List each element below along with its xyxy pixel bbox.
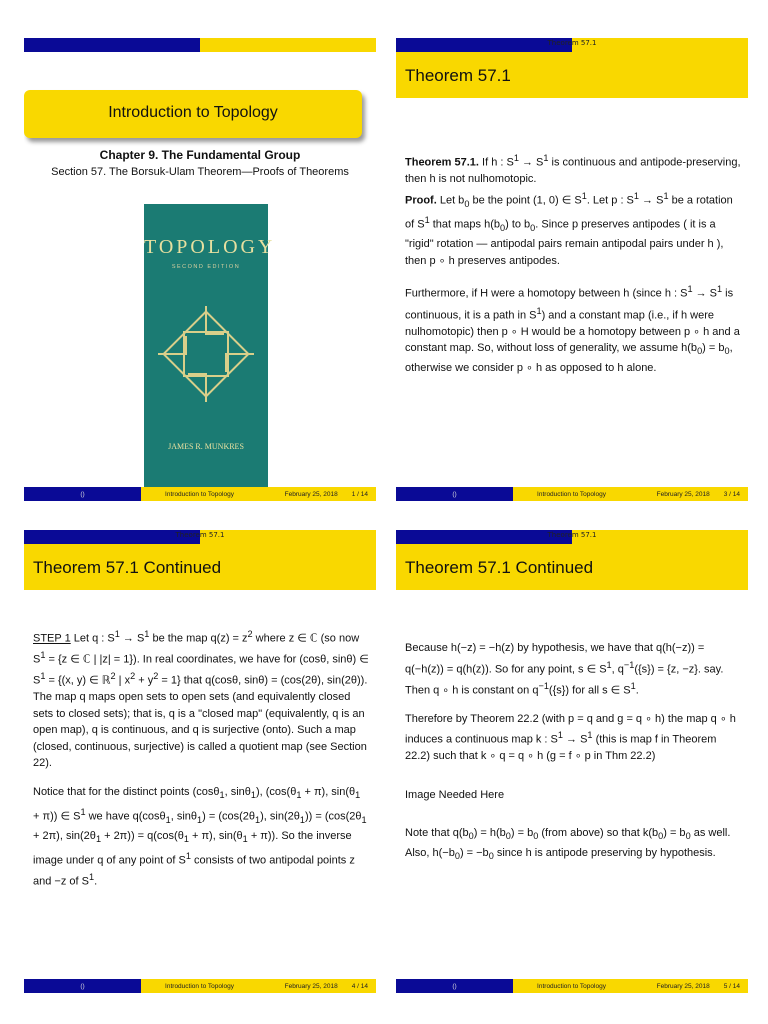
cover-knot-icon [144,284,268,424]
frame-title-bar [24,544,376,590]
footer-meta [630,487,748,501]
footer-meta [258,487,376,501]
cover-author: JAMES R. MUNKRES [168,442,244,451]
slide-top-bar [396,38,748,52]
slide-body [405,150,741,388]
slide-footer [24,979,376,993]
frame-title: Theorem 57.1 Continued [33,558,222,577]
slide-theorem-57-1-continued-a [24,530,376,993]
footer-title: Introduction to Topology [141,979,258,993]
body-paragraph: Because h(−z) = −h(z) by hypothesis, we have that q(h(−z)) = q(−h(z)) = q(h(z)). So for any point, s ∈ $S^1$, $q^{-1}(\{s\}) = \{z$, −z}. say. Then q ∘ h is constant on $q^{-1}(\{s\})$ for all s ∈ $S^1$. [405,642,724,697]
slide-footer [24,487,376,501]
footer-meta [630,979,748,993]
footer-date: February 25, 2018 [284,982,338,990]
slide-footer [396,979,748,993]
footer-date: February 25, 2018 [656,490,710,498]
section-tab: Theorem 57.1 [547,39,597,47]
section-tab: Theorem 57.1 [547,531,597,539]
chapter-heading: Chapter 9. The Fundamental Group [99,148,301,162]
slide-top-bar [396,530,748,544]
footer-author: () [396,487,513,501]
slide-theorem-57-1 [396,38,748,501]
slide-footer [396,487,748,501]
image-placeholder-text: Image Needed Here [405,788,505,801]
slide-theorem-57-1-continued-b [396,530,748,993]
frame-title-bar [396,544,748,590]
presentation-title: Introduction to Topology [108,104,278,121]
proof-paragraph: Proof. Let $b_0$ be the point (1, 0) ∈ $S^1$. Let p : $S^1 \to S^1$ be a rotation of $S^1$ that maps $h(b_0)$ to $b_0$. Since p preserves antipodes ( it is a "rigid" rotation — antipodal pairs remain antipodal pairs under h ), then p ∘ h preserves antipodes. [405,190,733,267]
slide-title [24,38,376,501]
footer-page: 5 / 14 [723,982,740,990]
footer-author: () [24,979,141,993]
cover-edition: SECOND EDITION [171,264,241,270]
footer-page: 4 / 14 [351,982,368,990]
book-cover-image [144,204,276,494]
footer-page: 3 / 14 [723,490,740,498]
footer-date: February 25, 2018 [284,490,338,498]
body-paragraph: Therefore by Theorem 22.2 (with p = q and g = q ∘ h) the map q ∘ h induces a continuous map k : $S^1 \to S^1$ (this is map f in Theorem 22.2) such that k ∘ q = q ∘ h (g = f ∘ p in Thm 22.2) [405,712,736,763]
slide-top-bar [24,530,376,544]
footer-author: () [396,979,513,993]
footer-title: Introduction to Topology [513,487,630,501]
footer-date: February 25, 2018 [656,982,710,990]
theorem-statement: Theorem 57.1. If h : $S^1 \to S^1$ is continuous and antipode-preserving, then h is not nulhomotopic. [405,153,741,186]
footer-title: Introduction to Topology [141,487,258,501]
body-paragraph: Note that $q(b_0) = h(b_0) = b_0$ (from above) so that $k(b_0) = b_0$ as well. Also, $h(-b_0) = -b_0$ since h is antipode preserving by hypothesis. [405,827,731,862]
slide-top-bar [24,38,376,52]
section-heading: Section 57. The Borsuk-Ulam Theorem—Proofs of Theorems [51,166,349,178]
section-tab: Theorem 57.1 [175,531,225,539]
body-paragraph: Notice that for the distinct points (cosθ$_1$, sinθ$_1$), ($\cos(\theta_1 + \pi)$, $\sin(\theta_1 + \pi)$) ∈ $S^1$ we have q(cosθ$_1$, $\sin\theta_1) = (\cos(2\theta_1)$, $\sin(2\theta_1)) = (\cos(2\theta_1 + 2\pi)$, $\sin(2\theta_1 + 2\pi)) = q(\cos(\theta_1 + \pi)$, $\sin(\theta_1 + \pi)$). So the inverse image under q of any point of $S^1$ consists of two antipodal points z and −z of $S^1$. [33,785,367,888]
slide-body [33,626,369,902]
footer-title: Introduction to Topology [513,979,630,993]
step-1-paragraph: STEP 1 Let q : $S^1 \to S^1$ be the map $q(z) = z^2$ where z ∈ ℂ (so now $S^1 = \{z$ ∈ ℂ | |z| = 1}). In real coordinates, we have for (cosθ, sinθ) ∈ $S^1 = \{(x$, y) ∈ ℝ$^2$ | $x^2 + y^2 = 1$} that q(cosθ, sinθ) = (cos(2θ), sin(2θ)). The map q maps open sets to open sets (and equivalently closed sets to closed sets); that is, q is a "closed map" (equivalently, q is an open map), q is continuous, and q is surjective (onto). Such a map (closed, continuous, surjective) is called a quotient map (see Section 22). [33,629,369,770]
slide-body [405,640,741,877]
footer-author: () [24,487,141,501]
frame-title: Theorem 57.1 [405,66,511,85]
cover-title: TOPOLOGY [144,236,276,258]
footer-meta [258,979,376,993]
footer-page: 1 / 14 [351,490,368,498]
frame-title-bar [396,52,748,98]
title-box [24,90,362,138]
body-paragraph: Furthermore, if H were a homotopy between h (since h : $S^1 \to S^1$ is continuous, it is a path in $S^1$) and a constant map (i.e., if h were nulhomotopic) then p ∘ H would be a homotopy between p ∘ h and a constant map. So, without loss of generality, we assume $h(b_0) = b_0$, otherwise we consider p ∘ h as opposed to h alone. [405,284,740,374]
frame-title: Theorem 57.1 Continued [405,558,594,577]
